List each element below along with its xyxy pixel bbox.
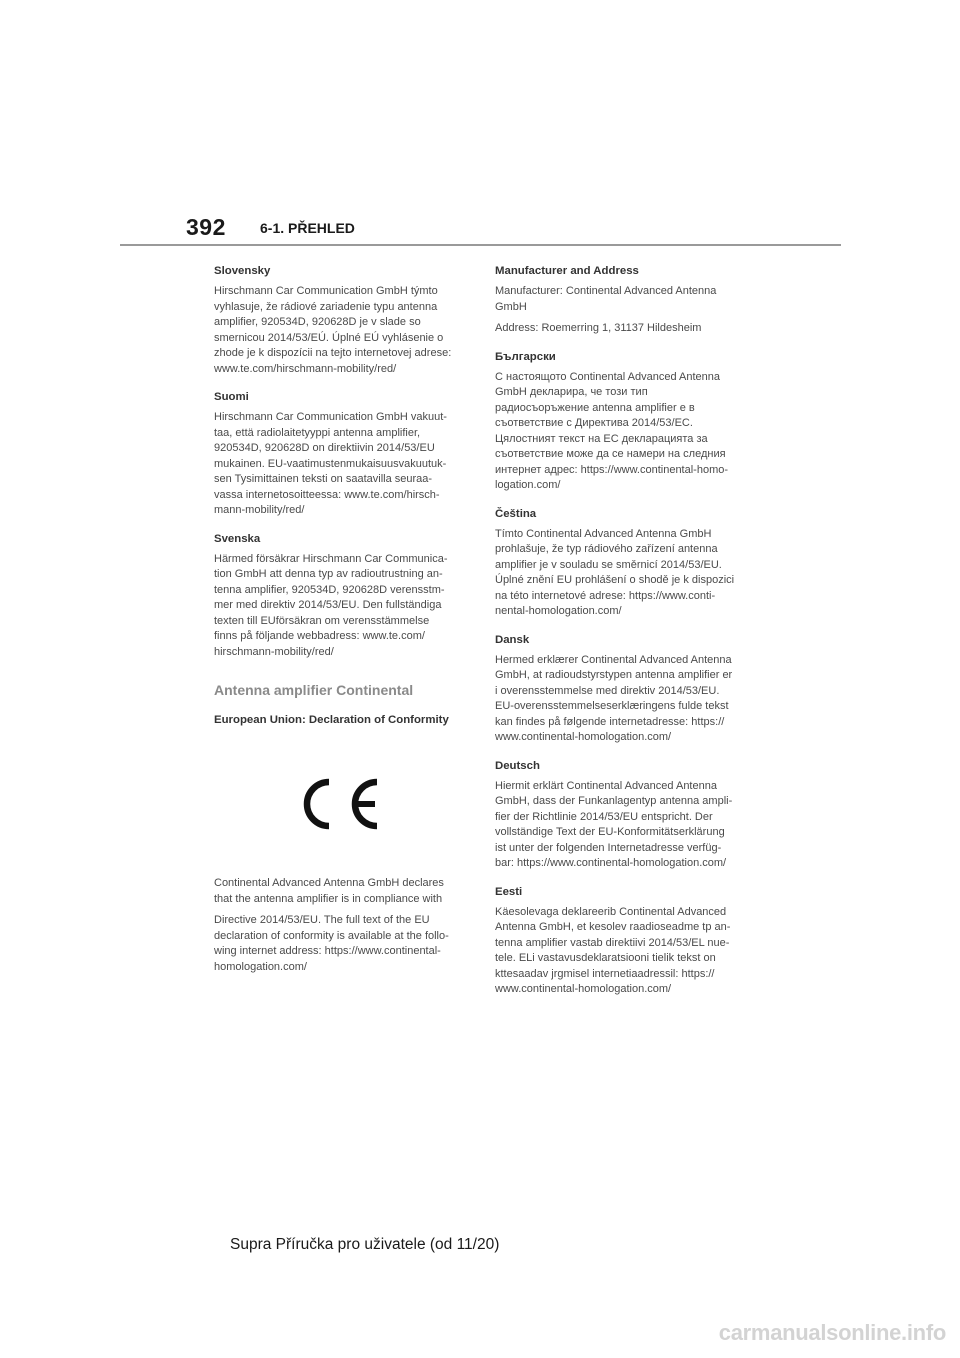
text-deutsch: Hiermit erklärt Continental Advanced Antenna GmbH, dass der Funkanlagentyp antenna ampli- fier der Richtlinie 2014/53/EU entspricht. Der vollständige Text der EU-Konformitätserklärung ist unter der folgenden Internetadresse verfüg- bar: https://www.continental-homologation.com/ [495,779,733,869]
manual-footer: Supra Příručka pro uživatele (od 11/20) [230,1236,500,1253]
text-declares: Continental Advanced Antenna GmbH declares that the antenna amplifier is in compliance with [214,877,444,905]
text-dansk: Hermed erklærer Continental Advanced Antenna GmbH, at radioudstyrstypen antenna amplifier er i overensstemmelse med direktiv 2014/53/EU. EU-overensstemmelseserklæringens fulde tekst kan findes på følgende internetadresse: https:// www.continental-homologation.com/ [495,653,733,743]
text-manufacturer: Manufacturer: Continental Advanced Antenna GmbH [495,285,717,313]
ce-mark-icon [299,776,383,832]
site-watermark: carmanualsonline.info [718,1320,946,1345]
text-bulgarian: С настоящото Continental Advanced Antenna GmbH декларира, че този тип радиосъоръжение antenna amplifier е в съответствие с Директива 2014/53/ЕС. Цялостният текст на ЕС декларацията за съответствие може да се намери на следния интернет адрес: https://www.continental-homo- logation.com/ [495,370,729,491]
text-eesti: Käesolevaga deklareerib Continental Advanced Antenna GmbH, et kesolev raadioseadme tp an- tenna amplifier vastab direktiivi 2014/53/EL nue- tele. ELi vastavusdeklaratsiooni tielik tekst on kttesaadav jrgmisel internetiaadressil: https:// www.continental-homologation.com/ [495,905,731,995]
heading-dansk: Dansk [495,633,530,646]
text-directive: Directive 2014/53/EU. The full text of the EU declaration of conformity is available at the follo- wing internet address: https://www.continental- homologation.com/ [214,914,449,973]
right-column [495,264,750,1011]
text-address: Address: Roemerring 1, 31137 Hildesheim [495,322,702,334]
eu-declaration-title: European Union: Declaration of Conformity [214,714,449,726]
heading-cestina: Čeština [495,507,537,520]
heading-slovensky: Slovensky [214,265,271,277]
amplifier-title: Antenna amplifier Continental [214,682,414,698]
text-cestina: Tímto Continental Advanced Antenna GmbH prohlašuje, že typ rádiového zařízení antenna amplifier je v souladu se směrnicí 2014/53/EU. Úplné znění EU prohlášení o shodě je k dispozici na této internetové adrese: https://www.conti- nental-homologation.com/ [495,527,735,617]
heading-deutsch: Deutsch [495,759,540,772]
text-slovensky: Hirschmann Car Communication GmbH týmto vyhlasuje, že rádiové zariadenie typu antenna amplifier, 920534D, 920628D je v slade so smernicou 2014/53/EÚ. Úplné EÚ vyhlásenie o zhode je k dispozícii na tejto internetovej adrese: www.te.com/hirschmann-mobility/red/ [214,285,452,375]
heading-eesti: Eesti [495,885,523,898]
heading-svenska: Svenska [214,532,261,545]
heading-bulgarian: Български [495,350,556,363]
page-number: 392 [186,214,226,240]
section-title: 6-1. PŘEHLED [260,220,355,236]
header-divider [120,244,841,246]
text-suomi: Hirschmann Car Communication GmbH vakuut- taa, että radiolaitetyyppi antenna amplifier, 920534D, 920628D on direktiivin 2014/53/EU mukainen. EU-vaatimustenmukaisuusvakuutuk- sen Tysimittainen teksti on saatavilla seuraa- vassa internetosoitteessa: www.te.com/hirsch- mann-mobility/red/ [214,411,447,516]
heading-suomi: Suomi [214,391,249,403]
text-svenska: Härmed försäkrar Hirschmann Car Communica- tion GmbH att denna typ av radioutrustning an- tenna amplifier, 920534D, 920628D verensstm- mer med direktiv 2014/53/EU. Den fullständiga texten till EUförsäkran om verensstämmelse finns på följande webbadress: www.te.com/ hirschmann-mobility/red/ [214,552,448,658]
left-column [214,264,469,988]
heading-manufacturer: Manufacturer and Address [495,265,639,277]
